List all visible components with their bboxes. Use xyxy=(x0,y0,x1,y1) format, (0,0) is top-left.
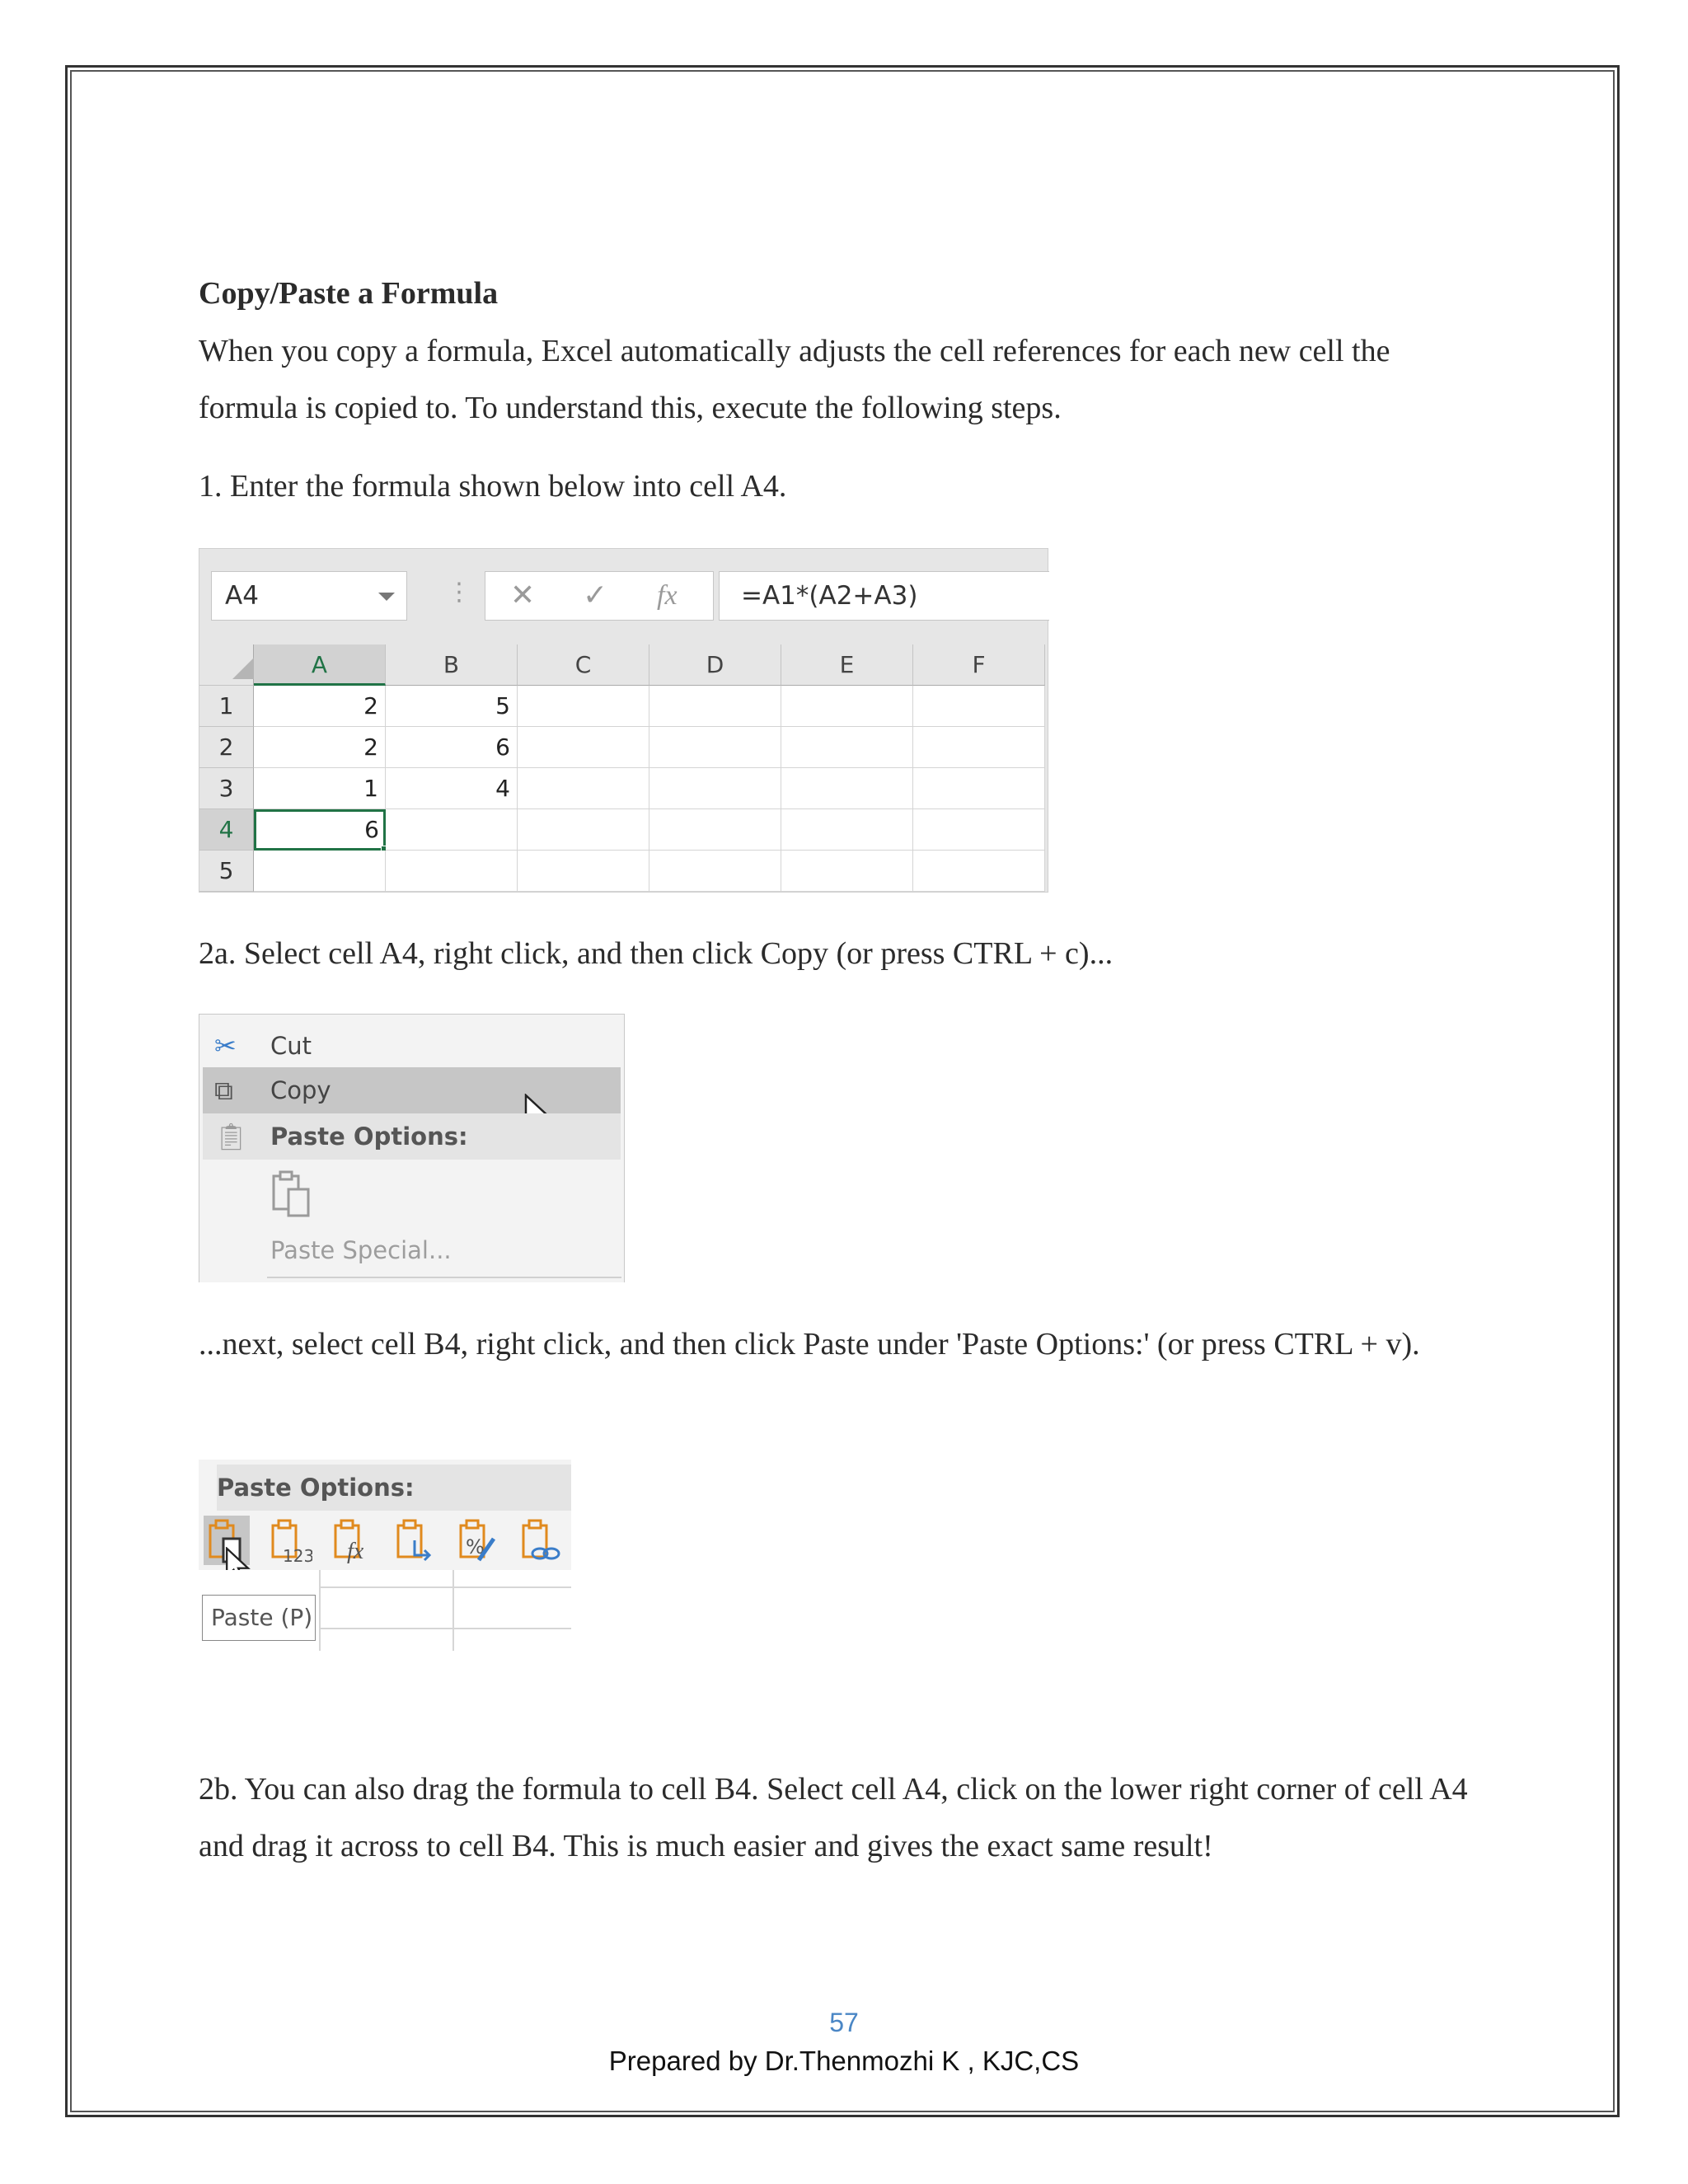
page-number: 57 xyxy=(829,2008,859,2037)
more-options-icon: ⋮ xyxy=(447,578,471,607)
cell-c1[interactable] xyxy=(518,686,649,727)
paste-options-header xyxy=(203,1113,621,1160)
cell-e3[interactable] xyxy=(781,768,913,809)
paste-options-icons xyxy=(204,1511,571,1570)
cell-d5[interactable] xyxy=(649,851,781,892)
svg-text:fx: fx xyxy=(347,1539,364,1564)
chevron-down-icon[interactable] xyxy=(378,593,395,601)
cell-d4[interactable] xyxy=(649,809,781,851)
cell-d2[interactable] xyxy=(649,727,781,768)
step-2b-text: 2b. You can also drag the formula to cell B4. Select cell A4, click on the lower right corner of cell A4 and drag it across to cell B4. This is much easier and gives the exact same result! xyxy=(199,1772,1468,1863)
column-header-d[interactable]: D xyxy=(649,644,781,686)
cell-f5[interactable] xyxy=(913,851,1045,892)
cell-f3[interactable] xyxy=(913,768,1045,809)
scissors-icon: ✂ xyxy=(214,1030,237,1062)
cell-e2[interactable] xyxy=(781,727,913,768)
paste-link-clipboard-icon xyxy=(517,1516,563,1565)
menu-item-paste-special[interactable] xyxy=(203,1227,621,1273)
excel-screenshot xyxy=(199,548,1048,893)
cell-a5[interactable] xyxy=(254,851,386,892)
column-header-f[interactable]: F xyxy=(913,644,1045,686)
svg-text:123: 123 xyxy=(283,1546,312,1565)
svg-text:%: % xyxy=(466,1535,485,1558)
cell-c5[interactable] xyxy=(518,851,649,892)
cell-c3[interactable] xyxy=(518,768,649,809)
paste-options-panel xyxy=(199,1460,571,1651)
cell-b1[interactable]: 5 xyxy=(386,686,518,727)
name-box[interactable] xyxy=(211,571,407,621)
paste-formatting-clipboard-icon xyxy=(454,1516,500,1565)
paste-values-clipboard-icon xyxy=(266,1516,312,1565)
step-2a-text: 2a. Select cell A4, right click, and then click Copy (or press CTRL + c)... xyxy=(199,936,1114,971)
paste-values-icon[interactable] xyxy=(266,1516,312,1565)
cell-e5[interactable] xyxy=(781,851,913,892)
cell-b3[interactable]: 4 xyxy=(386,768,518,809)
cell-f4[interactable] xyxy=(913,809,1045,851)
context-menu xyxy=(199,1014,625,1282)
cell-b5[interactable] xyxy=(386,851,518,892)
paste-button[interactable] xyxy=(203,1163,621,1224)
paste-options-label: Paste Options: xyxy=(270,1122,468,1151)
cell-d3[interactable] xyxy=(649,768,781,809)
cell-b4[interactable] xyxy=(386,809,518,851)
intro-paragraph: When you copy a formula, Excel automatically adjusts the cell references for each new cell the formula is copied to. To understand this, execute the following steps. xyxy=(199,334,1390,425)
paste-link-icon[interactable] xyxy=(517,1516,563,1565)
formula-bar-buttons xyxy=(485,571,714,621)
column-header-c[interactable]: C xyxy=(518,644,649,686)
cell-c4[interactable] xyxy=(518,809,649,851)
column-header-e[interactable]: E xyxy=(781,644,913,686)
menu-item-cut-label: Cut xyxy=(270,1032,312,1060)
row-header-5[interactable]: 5 xyxy=(199,851,254,892)
section-heading: Copy/Paste a Formula xyxy=(199,276,499,311)
enter-icon[interactable]: ✓ xyxy=(583,579,608,612)
paste-tooltip: Paste (P) xyxy=(202,1595,316,1641)
paste-transpose-clipboard-icon xyxy=(392,1516,438,1565)
clipboard-icon: 📋︎ xyxy=(214,1121,248,1152)
formula-bar-input[interactable]: =A1*(A2+A3) xyxy=(719,571,1049,621)
cell-a2[interactable]: 2 xyxy=(254,727,386,768)
select-all-corner[interactable] xyxy=(199,644,254,686)
paste-options-title: Paste Options: xyxy=(217,1465,571,1511)
select-all-icon xyxy=(232,658,254,679)
paste-formatting-icon[interactable] xyxy=(454,1516,500,1565)
row-header-1[interactable]: 1 xyxy=(199,686,254,727)
cell-a3[interactable]: 1 xyxy=(254,768,386,809)
insert-function-icon[interactable]: fx xyxy=(657,580,678,611)
cell-a4[interactable]: 6 xyxy=(254,809,386,851)
copy-icon: ⧉ xyxy=(214,1075,233,1106)
cell-e1[interactable] xyxy=(781,686,913,727)
paste-icon[interactable] xyxy=(204,1516,250,1565)
column-header-b[interactable]: B xyxy=(386,644,518,686)
cancel-icon[interactable]: ✕ xyxy=(510,579,536,612)
paste-formulas-icon[interactable] xyxy=(329,1516,375,1565)
cell-a1[interactable]: 2 xyxy=(254,686,386,727)
cell-b2[interactable]: 6 xyxy=(386,727,518,768)
column-header-a[interactable]: A xyxy=(254,644,386,686)
menu-divider xyxy=(267,1277,621,1278)
menu-item-copy-label: Copy xyxy=(270,1076,331,1104)
step-1-text: 1. Enter the formula shown below into cell A4. xyxy=(199,469,787,504)
footer: Prepared by Dr.Thenmozhi K , KJC,CS xyxy=(608,2046,1080,2076)
paste-transpose-icon[interactable] xyxy=(392,1516,438,1565)
cell-d1[interactable] xyxy=(649,686,781,727)
menu-item-paste-special-label: Paste Special... xyxy=(270,1236,452,1264)
cell-e4[interactable] xyxy=(781,809,913,851)
menu-item-cut[interactable] xyxy=(203,1023,621,1069)
step-2a-next-text: ...next, select cell B4, right click, and then click Paste under 'Paste Options:' (or press CTRL + v). xyxy=(199,1327,1420,1361)
menu-item-copy[interactable] xyxy=(203,1067,621,1113)
row-header-4[interactable]: 4 xyxy=(199,809,254,851)
row-header-2[interactable]: 2 xyxy=(199,727,254,768)
name-box-value: A4 xyxy=(225,581,259,611)
paste-icon xyxy=(270,1169,313,1219)
cell-f1[interactable] xyxy=(913,686,1045,727)
cell-c2[interactable] xyxy=(518,727,649,768)
paste-formulas-clipboard-icon xyxy=(329,1516,375,1565)
row-header-3[interactable]: 3 xyxy=(199,768,254,809)
cell-f2[interactable] xyxy=(913,727,1045,768)
